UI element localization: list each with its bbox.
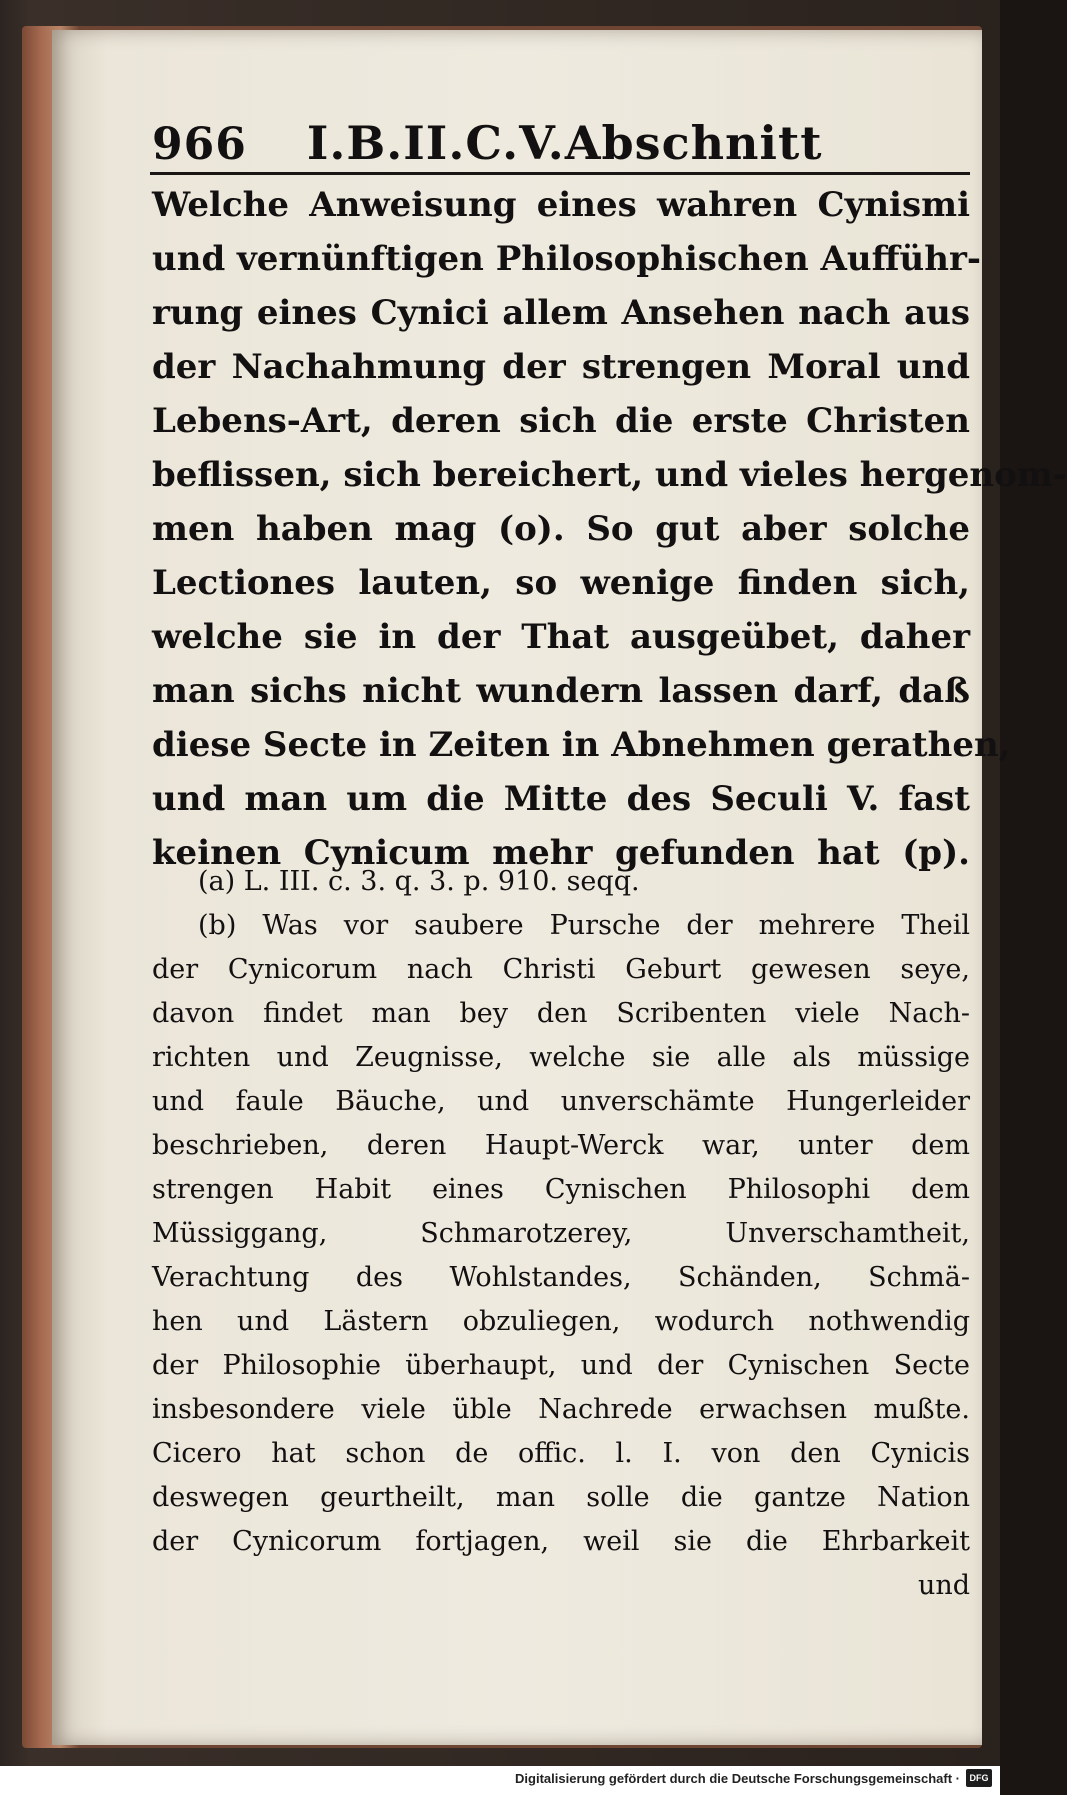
digitization-credit: Digitalisierung gefördert durch die Deutsche Forschungsgemeinschaft · xyxy=(515,1771,960,1786)
header-rule xyxy=(150,172,970,175)
text-line: keinen Cynicum mehr gefunden hat (p). xyxy=(152,833,970,873)
text-line: Lectiones lauten, so wenige finden sich, xyxy=(152,563,970,603)
footnote-line: Cicero hat schon de offic. l. I. von den Cynicis xyxy=(152,1438,970,1469)
footnote-line: und faule Bäuche, und unverschämte Hungerleider xyxy=(152,1086,970,1117)
page-header xyxy=(152,100,970,170)
footnote-line: Verachtung des Wohlstandes, Schänden, Schmä- xyxy=(152,1262,970,1293)
text-line: rung eines Cynici allem Ansehen nach aus xyxy=(152,293,970,333)
main-text xyxy=(152,178,1067,880)
text-line: diese Secte in Zeiten in Abnehmen gerathen, xyxy=(152,725,1011,765)
text-line: men haben mag (o). So gut aber solche xyxy=(152,509,970,549)
page-number: 966 xyxy=(152,119,247,170)
footnote-line: beschrieben, deren Haupt-Werck war, unter dem xyxy=(152,1130,970,1161)
text-line: man sichs nicht wundern lassen darf, daß xyxy=(152,671,970,711)
footnotes xyxy=(152,860,970,1608)
text-line: Welche Anweisung eines wahren Cynismi xyxy=(152,185,970,225)
dfg-logo: DFG xyxy=(966,1769,992,1787)
footnote-b-first-line: (b) Was vor saubere Pursche der mehrere Theil xyxy=(198,910,970,941)
footnote-line: richten und Zeugnisse, welche sie alle als müssige xyxy=(152,1042,970,1073)
text-line: und man um die Mitte des Seculi V. fast xyxy=(152,779,970,819)
text-line: Lebens-Art, deren sich die erste Christen xyxy=(152,401,970,441)
text-line: welche sie in der That ausgeübet, daher xyxy=(152,617,970,657)
catchword: und xyxy=(917,1570,970,1601)
footnote-line: der Cynicorum nach Christi Geburt gewesen seye, xyxy=(152,954,970,985)
footnote-line: der Cynicorum fortjagen, weil sie die Ehrbarkeit xyxy=(152,1526,970,1557)
text-line: der Nachahmung der strengen Moral und xyxy=(152,347,970,387)
footnote-line: deswegen geurtheilt, man solle die gantze Nation xyxy=(152,1482,970,1513)
text-line: und vernünftigen Philosophischen Aufführ- xyxy=(152,239,981,279)
footnote-line: strengen Habit eines Cynischen Philosophi dem xyxy=(152,1174,970,1205)
text-line: beflissen, sich bereichert, und vieles hergenom- xyxy=(152,455,1067,495)
footnote-line: Müssiggang, Schmarotzerey, Unverschamtheit, xyxy=(152,1218,970,1249)
footnote-line: der Philosophie überhaupt, und der Cynischen Secte xyxy=(152,1350,970,1381)
running-head: I.B.II.C.V.Abschnitt xyxy=(306,116,823,170)
footnote-a: (a) L. III. c. 3. q. 3. p. 910. seqq. xyxy=(198,866,640,897)
footnote-line: insbesondere viele üble Nachrede erwachsen mußte. xyxy=(152,1394,970,1425)
footnote-line: davon findet man bey den Scribenten viele Nach- xyxy=(152,998,970,1029)
footnote-line: hen und Lästern obzuliegen, wodurch nothwendig xyxy=(152,1306,970,1337)
